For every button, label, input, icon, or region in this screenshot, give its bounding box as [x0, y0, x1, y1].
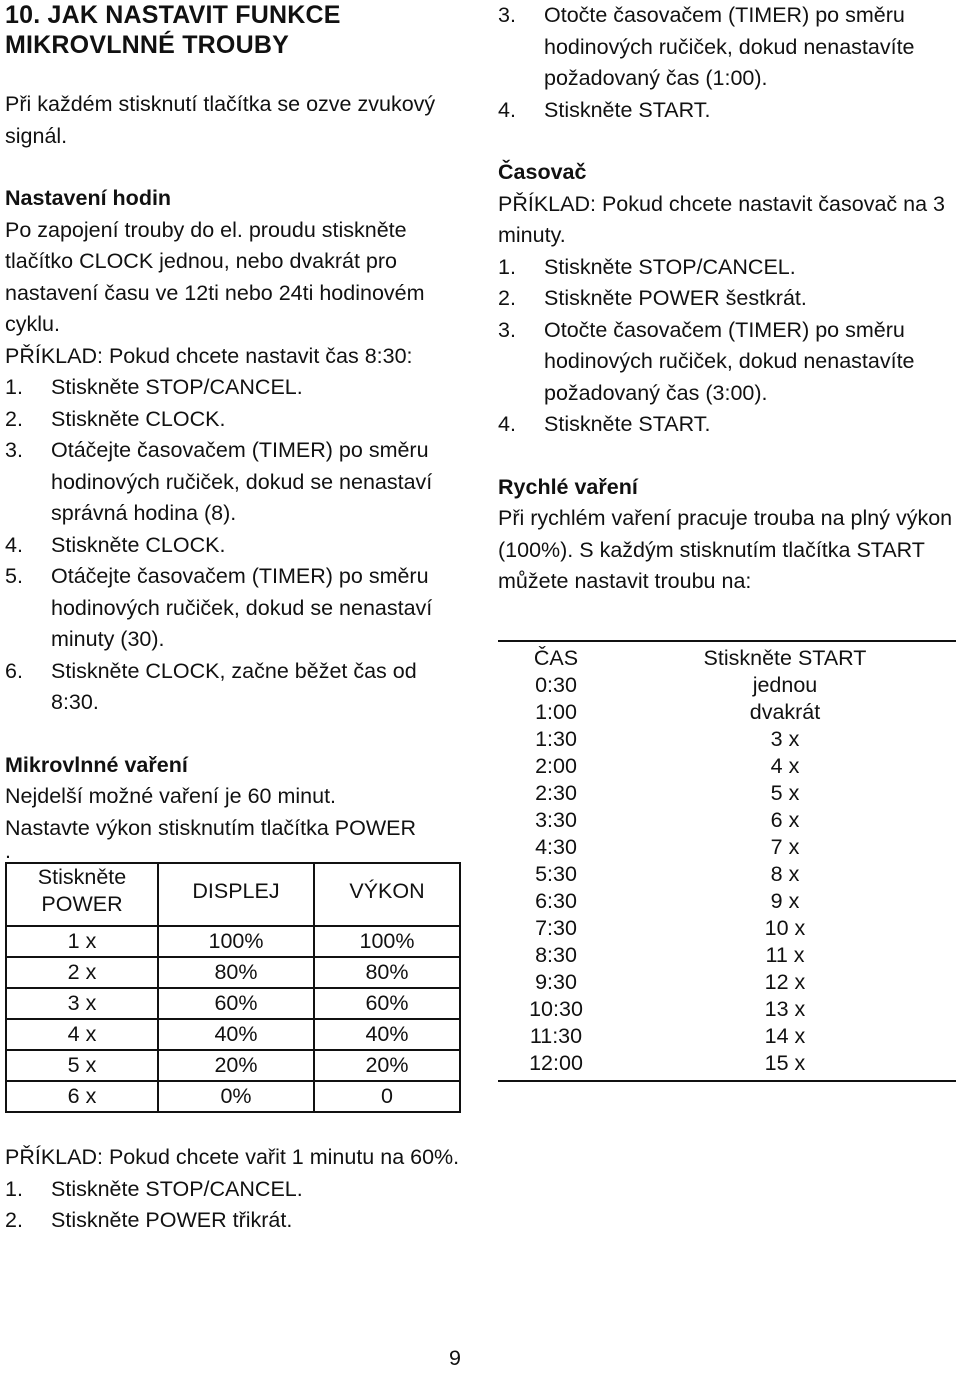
quick-table-row-cell: 6 x [770, 807, 800, 832]
left-column [5, 0, 465, 1113]
quick-table-row-cell: 2:00 [535, 753, 577, 778]
quick-section-text: Při rychlém vaření pracuje trouba na plný výkon (100%). S každým stisknutím tlačítka START můžete nastavit troubu na: [498, 506, 953, 593]
quick-table-row-cell: 3:30 [535, 807, 577, 832]
step-number: 4. [5, 532, 23, 557]
power-table [5, 862, 461, 1113]
quick-table-row-cell: 14 x [764, 1023, 806, 1048]
power-table-row-cell: 1 x [6, 926, 158, 957]
quick-table-row [498, 753, 956, 780]
quick-table-row-cell: 5 x [770, 780, 800, 805]
step-item [5, 656, 465, 719]
quick-table-row [498, 1050, 956, 1081]
step-text: Stiskněte CLOCK. [51, 406, 226, 431]
step-text: Otáčejte časovačem (TIMER) po směru hodinových ručiček, dokud se nenastaví minuty (30). [51, 564, 433, 651]
power-table-row [6, 957, 460, 988]
quick-table-header: Stiskněte START [703, 645, 867, 670]
page-heading: 10. JAK NASTAVIT FUNKCE MIKROVLNNÉ TROUBY [5, 1, 341, 59]
step-item [5, 530, 465, 562]
step-number: 1. [5, 375, 23, 399]
step-number: 5. [5, 564, 23, 588]
clock-steps-list [5, 372, 465, 719]
quick-table-row-cell: 9 x [770, 888, 800, 913]
quick-table-row-cell: 11 x [765, 942, 805, 967]
quick-table-row [498, 915, 956, 942]
quick-table-row-cell: dvakrát [749, 699, 821, 724]
micro-text-1: Nejdelší možné vaření je 60 minut. [5, 784, 337, 808]
clock-section-title: Nastavení hodin [5, 186, 172, 210]
quick-table-row-cell: 10 x [764, 915, 806, 940]
step-text: Stiskněte STOP/CANCEL. [544, 254, 796, 279]
quick-table-row-cell: 1:30 [535, 726, 577, 751]
quick-table-row [498, 780, 956, 807]
micro-text-2: Nastavte výkon stisknutím tlačítka POWER [5, 815, 417, 840]
quick-table-row-cell: 6:30 [535, 888, 577, 913]
step-item [498, 0, 954, 95]
quick-table-row-cell: 11:30 [529, 1023, 583, 1048]
quick-table-row-cell: 10:30 [529, 996, 583, 1021]
quick-table-row [498, 807, 956, 834]
step-text: Otočte časovačem (TIMER) po směru hodinových ručiček, dokud nenastavíte požadovaný čas (3:00). [544, 317, 915, 405]
power-table-row-cell: 20% [314, 1050, 460, 1081]
quick-table-row [498, 996, 956, 1023]
power-table-row [6, 1019, 460, 1050]
step-number: 2. [5, 406, 23, 431]
quick-table-row-cell: 7 x [770, 834, 800, 859]
power-table-row-cell: 0% [158, 1081, 314, 1112]
quick-table-row-cell: 1:00 [535, 699, 577, 724]
step-number: 2. [498, 286, 516, 310]
step-text: Stiskněte CLOCK. [51, 532, 226, 557]
step-text: Stiskněte STOP/CANCEL. [51, 1176, 303, 1201]
power-table-row-cell: 40% [158, 1019, 314, 1050]
quick-table-row [498, 888, 956, 915]
power-table-row [6, 926, 460, 957]
quick-table-row-cell: 2:30 [535, 780, 577, 805]
power-table-row-cell: 5 x [6, 1050, 158, 1081]
power-table-row-cell: 3 x [6, 988, 158, 1019]
quick-table-row [498, 969, 956, 996]
quick-table-row-cell: 3 x [770, 726, 800, 751]
power-table-row-cell: 80% [314, 957, 460, 988]
quick-cooking-table [498, 640, 956, 1082]
step-item [498, 409, 954, 441]
right-top-steps-list [498, 0, 954, 126]
power-table-row [6, 1081, 460, 1112]
step-number: 4. [498, 412, 516, 436]
power-table-row-cell: 100% [314, 926, 460, 957]
intro-text: Při každém stisknutí tlačítka se ozve zvukový signál. [5, 92, 436, 148]
quick-table-row-cell: 4:30 [535, 834, 577, 859]
quick-table-row-cell: 9:30 [535, 969, 577, 994]
step-number: 6. [5, 658, 23, 683]
power-table-row-cell: 2 x [6, 957, 158, 988]
micro-section-title: Mikrovlnné vaření [5, 752, 188, 777]
step-text: Stiskněte POWER třikrát. [51, 1208, 293, 1232]
quick-table-row-cell: 12 x [764, 969, 806, 994]
quick-table-row [498, 1023, 956, 1050]
step-number: 3. [5, 438, 23, 462]
quick-table-header: ČAS [533, 645, 579, 670]
quick-table-row-cell: 15 x [764, 1050, 806, 1075]
power-table-row-cell: 20% [158, 1050, 314, 1081]
quick-table-row-cell: 7:30 [535, 915, 577, 940]
power-table-header: VÝKON [314, 863, 460, 926]
power-table-header: DISPLEJ [158, 863, 314, 926]
step-item [5, 1205, 465, 1237]
quick-table-row [498, 834, 956, 861]
power-table-row-cell: 100% [158, 926, 314, 957]
power-table-row-cell: 6 x [6, 1081, 158, 1112]
timer-section-title: Časovač [498, 160, 587, 184]
power-table-row-cell: 60% [314, 988, 460, 1019]
clock-section-text: Po zapojení trouby do el. proudu stiskněte tlačítko CLOCK jednou, nebo dvakrát pro nastavení času ve 12ti nebo 24ti hodinovém cyklu. [5, 217, 425, 336]
quick-table-row-cell: 5:30 [535, 861, 577, 886]
quick-table-row-cell: 13 x [764, 996, 806, 1021]
step-number: 4. [498, 97, 516, 122]
step-item [5, 372, 465, 404]
step-item [5, 561, 465, 656]
quick-table-row-cell: 8 x [770, 861, 800, 886]
bottom-steps-list [5, 1174, 465, 1237]
quick-table-row [498, 942, 956, 969]
step-item [5, 404, 465, 436]
bottom-example-block [5, 1142, 465, 1237]
timer-example: PŘÍKLAD: Pokud chcete nastavit časovač na 3 minuty. [498, 191, 945, 247]
power-table-row [6, 988, 460, 1019]
quick-table-row [498, 861, 956, 888]
power-table-row-cell: 40% [314, 1019, 460, 1050]
step-text: Otáčejte časovačem (TIMER) po směru hodinových ručiček, dokud se nenastaví správná hodina (8). [51, 438, 433, 525]
step-text: Stiskněte STOP/CANCEL. [51, 375, 303, 399]
quick-table-row-cell: jednou [752, 672, 818, 697]
step-number: 3. [498, 317, 516, 342]
power-table-row-cell: 0 [314, 1081, 460, 1112]
quick-table-row [498, 672, 956, 699]
step-number: 1. [498, 254, 516, 279]
quick-table-row [498, 699, 956, 726]
quick-table-row-cell: 12:00 [529, 1050, 583, 1075]
step-text: Otočte časovačem (TIMER) po směru hodinových ručiček, dokud nenastavíte požadovaný čas (1:00). [544, 3, 915, 90]
step-item [498, 252, 954, 284]
step-text: Stiskněte START. [544, 412, 711, 436]
step-item [498, 283, 954, 315]
power-table-row-cell: 60% [158, 988, 314, 1019]
step-number: 3. [498, 3, 516, 27]
quick-table-row-cell: 4 x [770, 753, 800, 778]
quick-section-title: Rychlé vaření [498, 474, 638, 499]
page-number-text: 9 [449, 1346, 461, 1370]
power-table-row [6, 1050, 460, 1081]
clock-example: PŘÍKLAD: Pokud chcete nastavit čas 8:30: [5, 343, 413, 368]
quick-table-row-cell: 8:30 [535, 942, 577, 967]
quick-table-row [498, 726, 956, 753]
step-item [498, 315, 954, 410]
step-text: Stiskněte START. [544, 97, 711, 122]
step-item [5, 1174, 465, 1206]
step-text: Stiskněte CLOCK, začne běžet čas od 8:30. [51, 658, 417, 714]
page-number [0, 1343, 910, 1375]
power-table-header: Stiskněte POWER [6, 863, 158, 926]
quick-table-row-cell: 0:30 [535, 672, 577, 697]
step-number: 1. [5, 1176, 23, 1201]
bottom-example: PŘÍKLAD: Pokud chcete vařit 1 minutu na 60%. [5, 1145, 460, 1169]
step-item [5, 435, 465, 530]
step-item [498, 95, 954, 127]
step-number: 2. [5, 1208, 23, 1232]
step-text: Stiskněte POWER šestkrát. [544, 286, 807, 310]
micro-text-dot: . [5, 839, 11, 863]
right-column [498, 0, 954, 1082]
power-table-row-cell: 80% [158, 957, 314, 988]
power-table-row-cell: 4 x [6, 1019, 158, 1050]
timer-steps-list [498, 252, 954, 441]
